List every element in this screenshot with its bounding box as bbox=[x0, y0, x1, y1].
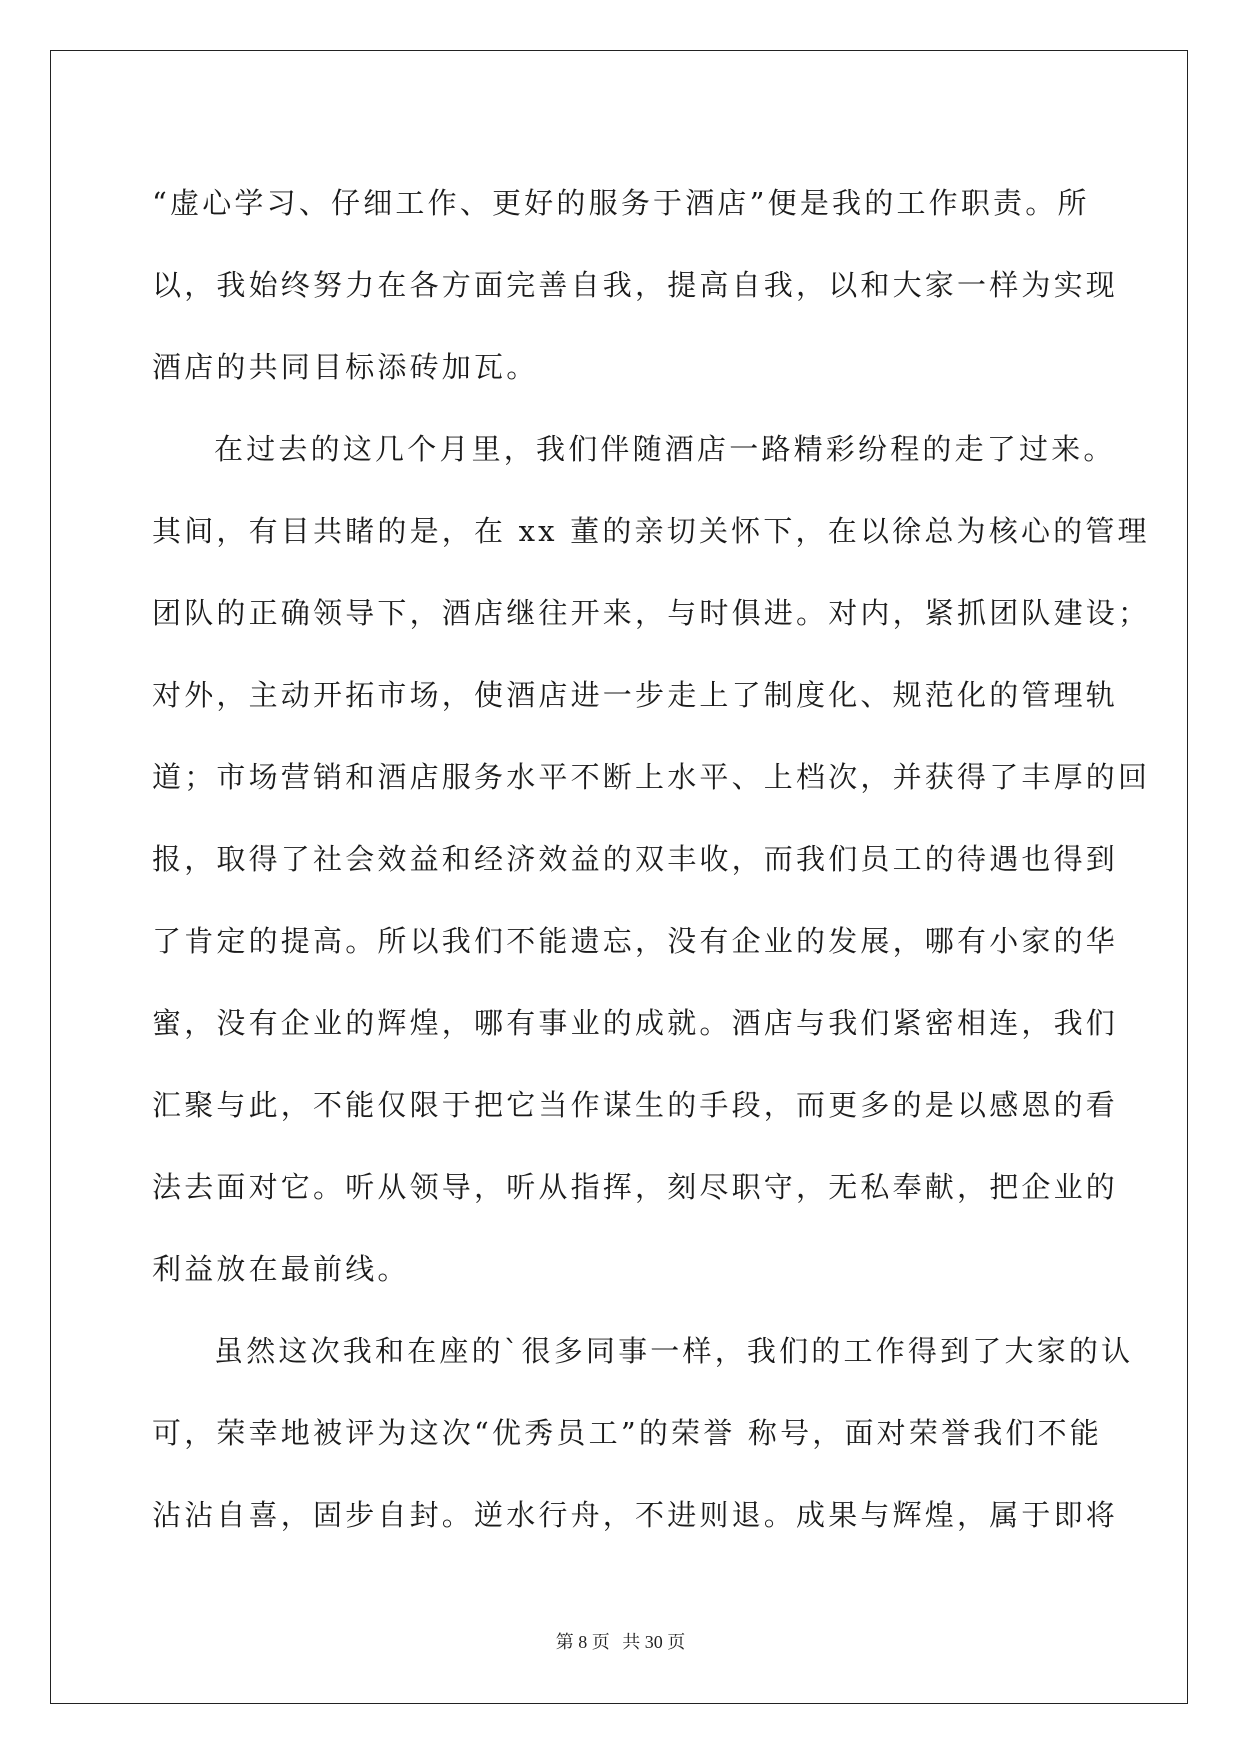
text-line: 可，荣幸地被评为这次“优秀员工”的荣誉 称号，面对荣誉我们不能 bbox=[152, 1416, 1103, 1450]
page-number: 第 8 页 bbox=[555, 1632, 610, 1652]
text-line: 酒店的共同目标添砖加瓦。 bbox=[152, 350, 539, 384]
text-line: 法去面对它。听从领导，听从指挥，刻尽职守，无私奉献，把企业的 bbox=[152, 1170, 1119, 1204]
text-line: 其间，有目共睹的是，在 xx 董的亲切关怀下，在以徐总为核心的管理 bbox=[152, 514, 1150, 548]
page-total: 共 30 页 bbox=[622, 1632, 686, 1652]
text-line: 汇聚与此，不能仅限于把它当作谋生的手段，而更多的是以感恩的看 bbox=[152, 1088, 1119, 1122]
page-footer bbox=[0, 1628, 1241, 1654]
text-line: “虚心学习、仔细工作、更好的服务于酒店”便是我的工作职责。所 bbox=[152, 186, 1090, 220]
text-line: 道；市场营销和酒店服务水平不断上水平、上档次，并获得了丰厚的回 bbox=[152, 760, 1151, 794]
text-line: 蜜，没有企业的辉煌，哪有事业的成就。酒店与我们紧密相连，我们 bbox=[152, 1006, 1119, 1040]
paragraph-start-line: 虽然这次我和在座的`很多同事一样，我们的工作得到了大家的认 bbox=[214, 1334, 1134, 1368]
paragraph-start-line: 在过去的这几个月里，我们伴随酒店一路精彩纷程的走了过来。 bbox=[214, 432, 1116, 466]
text-line: 利益放在最前线。 bbox=[152, 1252, 410, 1286]
text-line: 以，我始终努力在各方面完善自我，提高自我，以和大家一样为实现 bbox=[152, 268, 1119, 302]
text-line: 团队的正确领导下，酒店继往开来，与时俱进。对内，紧抓团队建设； bbox=[152, 596, 1151, 630]
text-line: 对外，主动开拓市场，使酒店进一步走上了制度化、规范化的管理轨 bbox=[152, 678, 1119, 712]
text-line: 沾沾自喜，固步自封。逆水行舟，不进则退。成果与辉煌，属于即将 bbox=[152, 1498, 1119, 1532]
document-body bbox=[152, 162, 1151, 1556]
text-line: 报，取得了社会效益和经济效益的双丰收，而我们员工的待遇也得到 bbox=[152, 842, 1119, 876]
text-line: 了肯定的提高。所以我们不能遗忘，没有企业的发展，哪有小家的华 bbox=[152, 924, 1119, 958]
